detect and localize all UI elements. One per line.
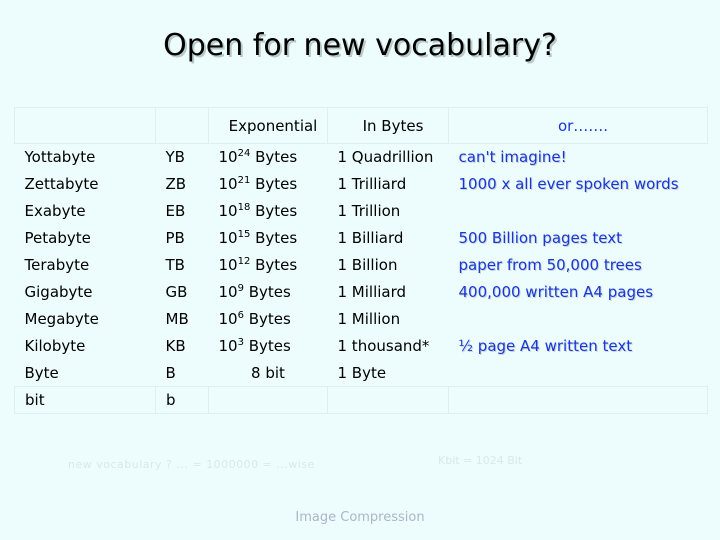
unit-in-bytes: 1 thousand* — [337, 337, 430, 355]
unit-exponential — [209, 225, 328, 252]
unit-exponential — [209, 252, 328, 279]
unit-exponential — [209, 198, 328, 225]
unit-comparison: 400,000 written A4 pages — [458, 283, 654, 301]
unit-exponential — [209, 387, 328, 414]
unit-comparison — [449, 306, 708, 333]
exponent-power: 18 — [237, 202, 251, 213]
unit-name: Byte — [24, 363, 59, 382]
unit-name: Terabyte — [24, 256, 90, 274]
unit-abbreviation: PB — [165, 229, 185, 247]
unit-abbreviation: EB — [165, 202, 186, 220]
exponent-unit: Bytes — [248, 337, 291, 355]
unit-in-bytes: 1 Milliard — [337, 283, 407, 301]
footer-left-text: new vocabulary ? ... = 1000000 = ...wise — [68, 458, 315, 471]
exponent-power: 12 — [237, 256, 251, 267]
unit-in-bytes: 1 Trillion — [337, 202, 401, 220]
unit-name: bit — [15, 387, 156, 414]
unit-abbreviation: KB — [165, 337, 186, 355]
exponent-power: 9 — [237, 283, 244, 294]
table-row — [15, 333, 708, 360]
exponent-power: 15 — [237, 229, 251, 240]
footer-right-text: Kbit = 1024 Bit — [438, 454, 523, 467]
unit-comparison: ½ page A4 written text — [458, 337, 633, 355]
exponent-unit: Bytes — [255, 175, 298, 193]
unit-name: Gigabyte — [24, 283, 93, 301]
exponent-unit: Bytes — [255, 256, 298, 274]
unit-name: Yottabyte — [24, 148, 96, 167]
unit-comparison: 1000 x all ever spoken words — [458, 175, 679, 193]
exponent-base: 10 — [218, 229, 238, 247]
exponent-power: 3 — [237, 337, 244, 348]
table-row — [15, 225, 708, 252]
exponent-power: 21 — [237, 175, 251, 186]
unit-comparison: can't imagine! — [458, 148, 567, 167]
footer-title: Image Compression — [295, 510, 425, 525]
table-row — [15, 387, 708, 414]
exponent-base: 10 — [218, 256, 238, 274]
unit-comparison — [449, 387, 708, 414]
unit-abbreviation: ZB — [165, 175, 187, 193]
exponent-power: 24 — [237, 148, 251, 160]
unit-in-bytes: 1 Million — [337, 310, 401, 328]
unit-exponential — [209, 306, 328, 333]
unit-in-bytes: 1 Trilliard — [337, 175, 407, 193]
table-row — [15, 306, 708, 333]
unit-exponential — [209, 144, 328, 171]
exponent-base: 10 — [218, 310, 238, 328]
exponent-unit: Bytes — [248, 283, 291, 301]
table-row — [15, 279, 708, 306]
exponent-power: 6 — [237, 310, 244, 321]
unit-abbreviation: B — [165, 363, 176, 382]
exponent-base: 10 — [218, 175, 238, 193]
unit-name: Zettabyte — [24, 175, 99, 193]
exponent-unit: Bytes — [248, 310, 291, 328]
header-cell-name — [15, 108, 156, 144]
table-row — [15, 144, 708, 171]
unit-comparison: 500 Billion pages text — [458, 229, 622, 247]
unit-comparison — [449, 360, 708, 387]
header-exponential: Exponential — [209, 108, 328, 144]
unit-exponential: 8 bit — [251, 363, 285, 382]
unit-in-bytes: 1 Billion — [337, 256, 398, 274]
unit-comparison: paper from 50,000 trees — [458, 256, 642, 274]
unit-abbreviation: TB — [165, 256, 185, 274]
table-row — [15, 252, 708, 279]
exponent-base: 10 — [218, 283, 238, 301]
unit-exponential — [209, 333, 328, 360]
unit-name: Megabyte — [24, 310, 99, 328]
exponent-base: 10 — [218, 337, 238, 355]
table-row — [15, 360, 708, 387]
header-in-bytes: In Bytes — [328, 108, 449, 144]
table-row — [15, 171, 708, 198]
exponent-unit: Bytes — [255, 229, 298, 247]
exponent-base: 10 — [218, 202, 238, 220]
unit-abbreviation: b — [156, 387, 209, 414]
unit-abbreviation: MB — [165, 310, 189, 328]
unit-in-bytes: 1 Billiard — [337, 229, 404, 247]
unit-name: Petabyte — [24, 229, 91, 247]
table-header-row — [15, 108, 708, 144]
unit-name: Exabyte — [24, 202, 86, 220]
unit-in-bytes: 1 Quadrillion — [337, 148, 434, 167]
exponent-unit: Bytes — [255, 202, 298, 220]
header-cell-abbr — [156, 108, 209, 144]
header-or: or……. — [449, 108, 708, 144]
unit-abbreviation: YB — [165, 148, 185, 167]
unit-in-bytes: 1 Byte — [337, 363, 387, 382]
unit-exponential — [209, 171, 328, 198]
unit-name: Kilobyte — [24, 337, 86, 355]
unit-in-bytes — [328, 387, 449, 414]
exponent-base: 10 — [218, 148, 238, 167]
storage-units-table — [14, 107, 708, 414]
unit-comparison — [449, 198, 708, 225]
unit-exponential — [209, 279, 328, 306]
table-row — [15, 198, 708, 225]
unit-abbreviation: GB — [165, 283, 188, 301]
exponent-unit: Bytes — [255, 148, 298, 167]
page-title: Open for new vocabulary? — [163, 28, 557, 63]
